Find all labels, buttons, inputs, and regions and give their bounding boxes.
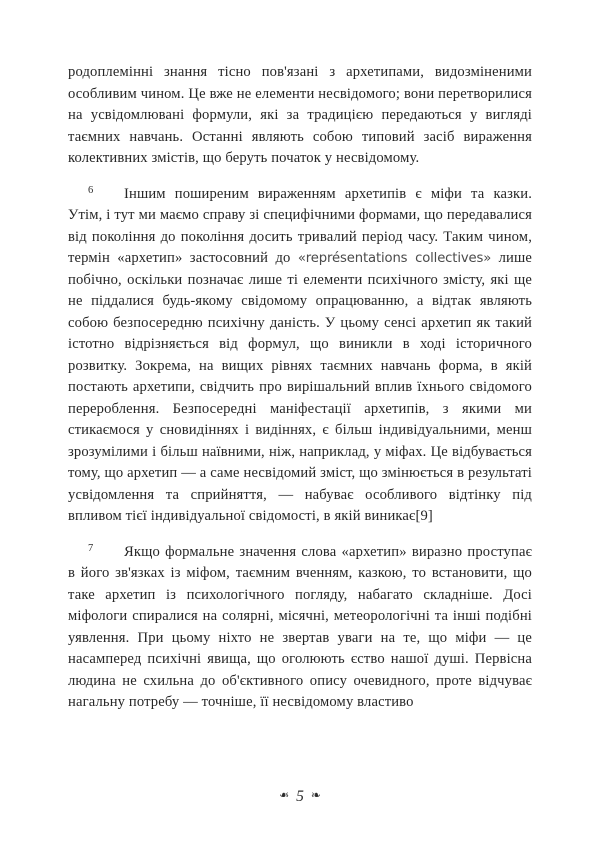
footnote-reference-9[interactable]: [9] <box>415 508 433 524</box>
paragraph-6-text-after-latin: лише побічно, оскільки позначає лише ті елементи психічного змісту, які ще не піддалися будь-якому свідомому опрацюванню, а відтак являють собою безпосередню психічну даність. У цьому сенсі архетип як такий істотно відрізняється від формул, що виникли в ході історичного розвитку. Зокрема, на вищих рівнях таємних навчань форма, в якій постають архетипи, свідчить про вирішальний вплив їхнього свідомого пере <box>68 250 532 417</box>
paragraph-6-text-before-latin: Іншим поширеним вираженням архетипів є міфи та казки. Утім, і тут ми маємо справу зі специфічними формами, що передавалися від покоління до покоління досить тривалий період часу. Таким чином, термін «архетип» застосовний до <box>68 185 532 266</box>
paragraph-7-text: Якщо формальне значення слова «архетип» виразно проступає в його зв'язках із міфом, таємним вченням, казкою, то встановити, що таке архетип із психологічного погляду, набагато складніше. Досі міфологи спиралися на солярні, місячні, метеорологічні та інші подібні уявлення. При цьому ніхто не звертав уваги на те, що міфи — це насамперед психічні явища, що оголюють єство нашої душі. Первісна людина не схильна до об'єктивного опису очевидного, проте відчуває нагальну потребу — точніше, її несвідомому властиво <box>68 543 532 710</box>
paragraph-6-text-tail: роблення. Безпосередні маніфестації архетипів, з якими ми стикаємося у сновидіннях і видіннях, є більш індивідуальними, менш зрозумілими і більш наївними, ніж, наприклад, у міфах. Це відбувається тому, що архетип — а саме несвідомий зміст, що змінюється в результаті усвідомлення та сприйняття, — набуває особливого відтінку під впливом тієї індивідуальної свідомості, в якій виникає <box>68 400 532 524</box>
ornament-leaf-left-icon: ❧ <box>279 788 290 802</box>
paragraph-6: 6 Іншим поширеним вираженням архетипів є міфи та казки. Утім, і тут ми маємо справу зі специфічними формами, що передавалися від покоління до покоління досить тривалий період часу. Таким чином, термін «архетип» застосовний до «représentations collectives» лише побічно, оскільки позначає лише ті елементи психічного змісту, які ще не піддалися будь-якому свідомому опрацюванню, а відтак являють собою безпосередню психічну даність. У цьому сенсі архетип як такий істотно відрізняється від формул, що виникли в ході історичного розвитку. Зокрема, на вищих рівнях таємних навчань форма, в якій постають архетипи, свідчить про вирішальний вплив їхнього свідомого перероблення. Безпосередні маніфестації архетипів, з якими ми стикаємося у сновидіннях і видіннях, є більш індивідуальними, менш зрозумілими і більш наївними, ніж, наприклад, у міфах. Це відбувається тому, що архетип — а саме несвідомий зміст, що змінюється в результаті усвідомлення та сприйняття, — набуває особливого відтінку під впливом тієї індивідуальної свідомості, в якій виникає[9] <box>68 184 532 524</box>
latin-phrase-representations-collectives: «représentations collectives» <box>297 251 492 266</box>
paragraph-7: 7 Якщо формальне значення слова «архетип» виразно проступає в його зв'язках із міфом, таємним вченням, казкою, то встановити, що таке архетип із психологічного погляду, набагато складніше. Досі міфологи спиралися на солярні, місячні, метеорологічні та інші подібні уявлення. При цьому ніхто не звертав уваги на те, що міфи — це насамперед психічні явища, що оголюють єство нашої душі. Первісна людина не схильна до об'єктивного опису очевидного, проте відчуває нагальну потребу — точніше, її несвідомому властиво <box>68 542 532 710</box>
paragraph-continuation: родоплемінні знання тісно пов'язані з архетипами, видозміненими особливим чином. Це вже не елементи несвідомого; вони перетворилися на усвідомлювані формули, які за традицією передаються у вигляді таємних навчань. Останні являють собою типовий засіб вираження колективних змістів, що беруть початок у несвідомому. <box>68 64 532 166</box>
page-text-block <box>68 62 532 714</box>
page-footer-folio <box>0 786 600 806</box>
page-number: 5 <box>296 788 304 805</box>
ornament-leaf-right-icon: ❧ <box>310 788 321 802</box>
